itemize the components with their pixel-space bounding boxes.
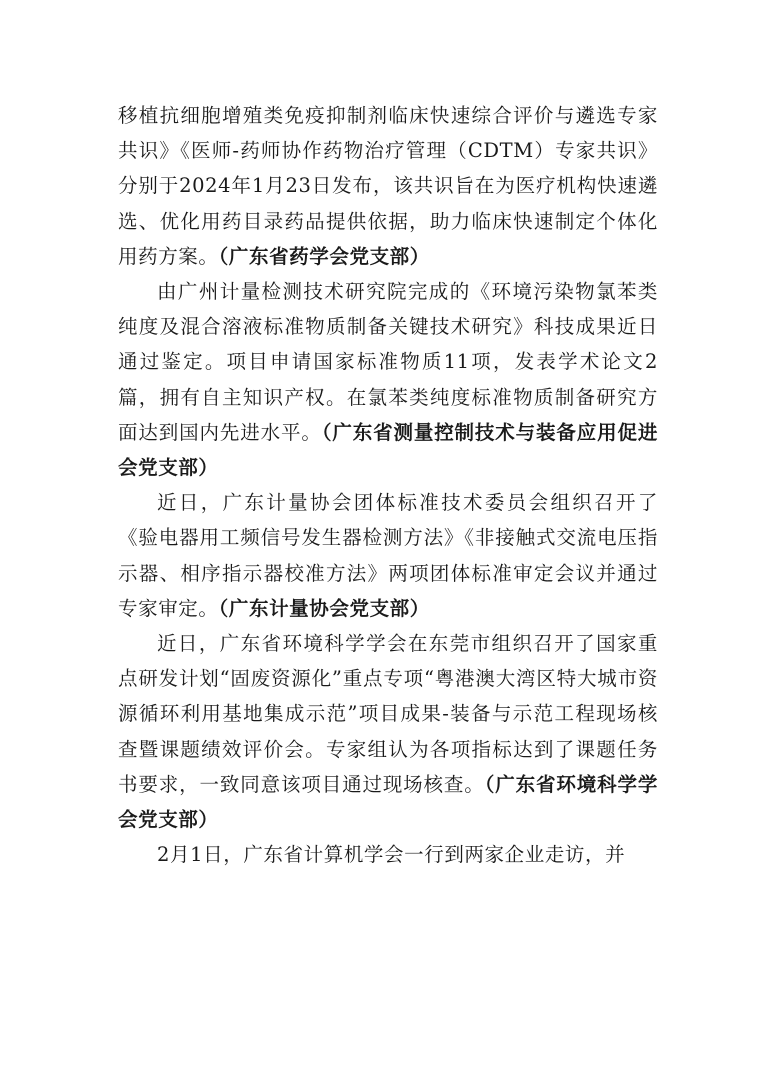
document-body <box>118 98 658 872</box>
source-attribution: （广东计量协会党支部） <box>218 596 430 620</box>
paragraph-metrology-standards <box>118 485 658 626</box>
source-attribution: （广东省环境科学学会党支部） <box>118 772 658 832</box>
paragraph-text: 2月1日，广东省计算机学会一行到两家企业走访，并 <box>157 843 626 867</box>
source-attribution: （广东省测量控制技术与装备应用促进会党支部） <box>118 420 658 480</box>
paragraph-text: 近日，广东计量协会团体标准技术委员会组织召开了《验电器用工频信号发生器检测方法》《非接触式交流电压指示器、相序指示器校准方法》两项团体标准审定会议并通过专家审定。 <box>118 491 658 620</box>
source-attribution: （广东省药学会党支部） <box>218 244 430 268</box>
paragraph-text: 由广州计量检测技术研究院完成的《环境污染物氯苯类纯度及混合溶液标准物质制备关键技术研究》科技成果近日通过鉴定。项目申请国家标准物质11项，发表学术论文2篇，拥有自主知识产权。在氯苯类纯度标准物质制备研究方面达到国内先进水平。 <box>118 280 658 444</box>
paragraph-pharmacy-consensus <box>118 98 658 274</box>
paragraph-computer-society-visit <box>118 837 658 872</box>
paragraph-text: 近日，广东省环境科学学会在东莞市组织召开了国家重点研发计划“固废资源化”重点专项“粤港澳大湾区特大城市资源循环利用基地集成示范”项目成果-装备与示范工程现场核查暨课题绩效评价会。专家组认为各项指标达到了课题任务书要求，一致同意该项目通过现场核查。 <box>118 632 658 796</box>
paragraph-environment-project <box>118 626 658 837</box>
paragraph-chlorobenzene-research <box>118 274 658 485</box>
paragraph-text: 移植抗细胞增殖类免疫抑制剂临床快速综合评价与遴选专家共识》《医师-药师协作药物治疗管理（CDTM）专家共识》分别于2024年1月23日发布，该共识旨在为医疗机构快速遴选、优化用药目录药品提供依据，助力临床快速制定个体化用药方案。 <box>118 104 658 268</box>
